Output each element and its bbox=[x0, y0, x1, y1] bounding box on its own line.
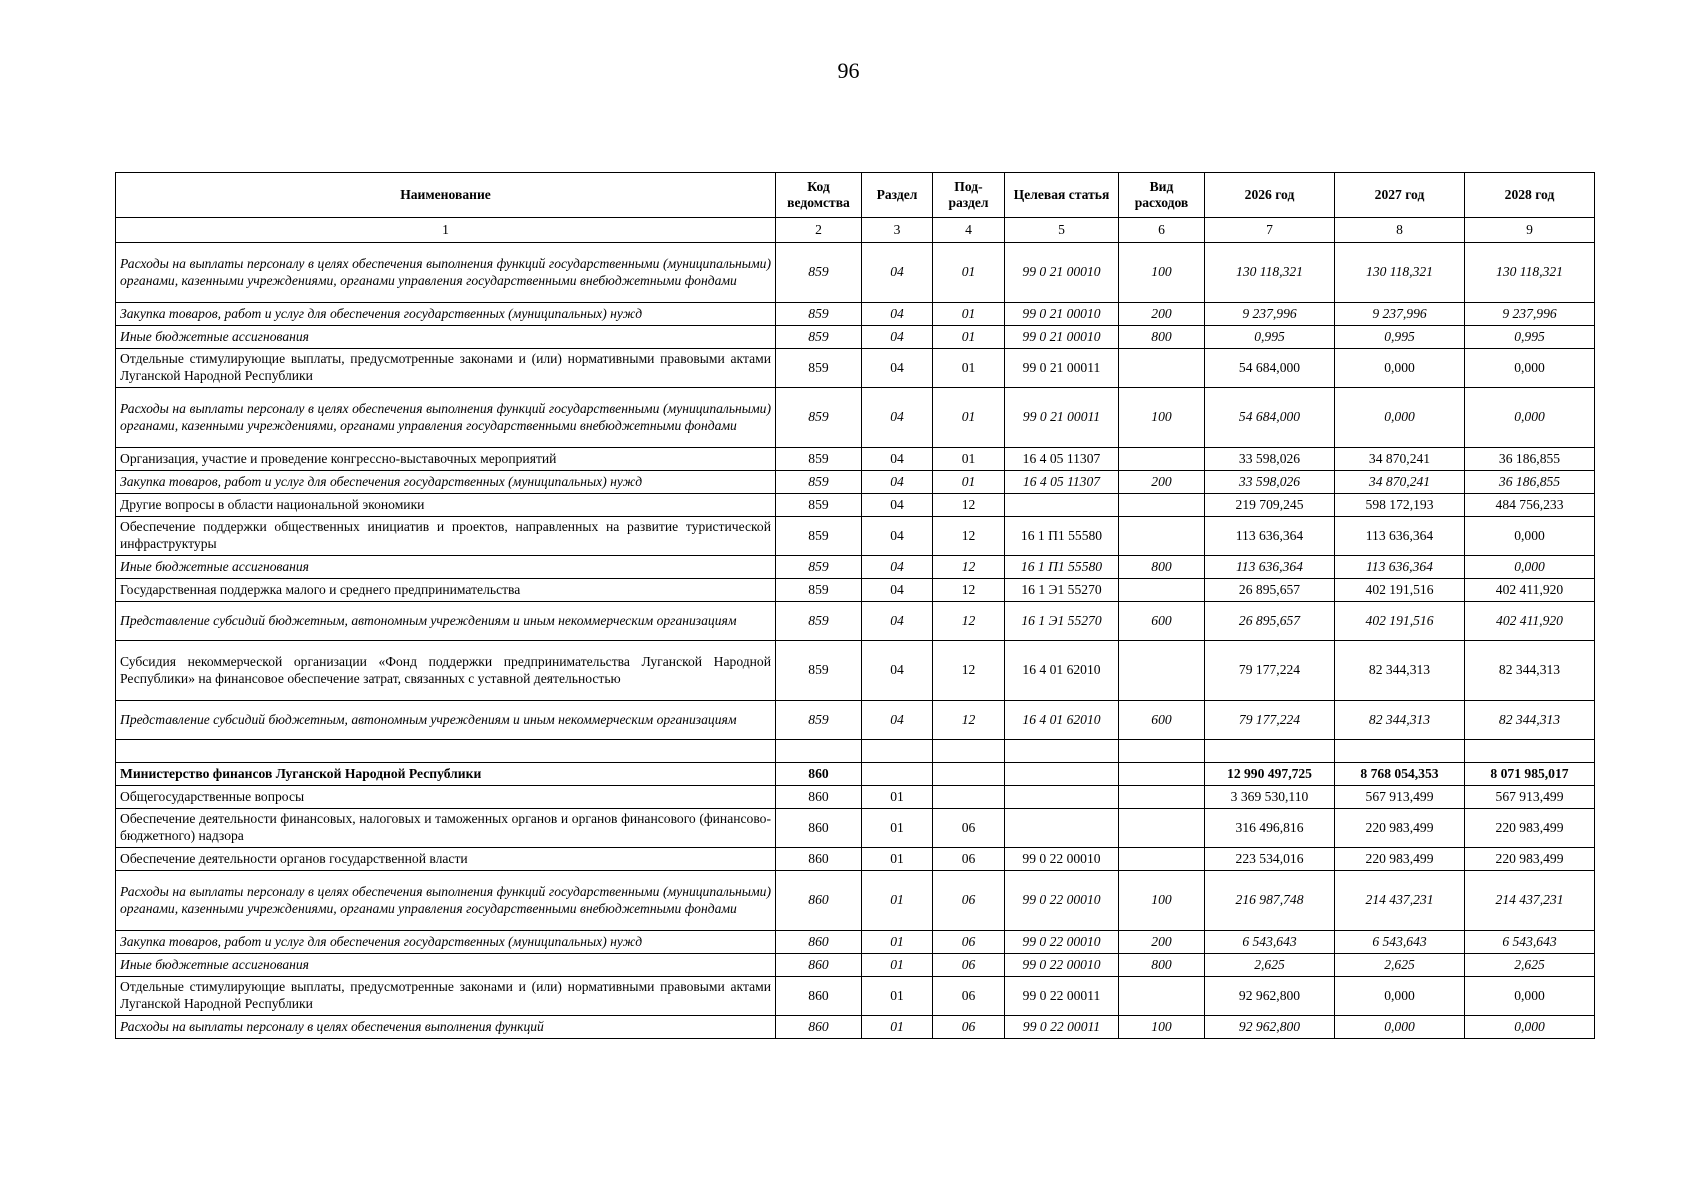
row-value-2028: 484 756,233 bbox=[1465, 494, 1595, 517]
column-number: 3 bbox=[862, 218, 933, 243]
row-value-2028: 9 237,996 bbox=[1465, 303, 1595, 326]
row-name: Отдельные стимулирующие выплаты, предусмотренные законами и (или) нормативными правовыми актами Луганской Народной Республики bbox=[116, 349, 776, 388]
row-subsection: 06 bbox=[933, 931, 1005, 954]
table-row bbox=[116, 848, 1595, 871]
row-subsection: 01 bbox=[933, 326, 1005, 349]
row-expense-type bbox=[1119, 448, 1205, 471]
row-dept-code: 859 bbox=[776, 517, 862, 556]
header-dept-code: Код ведомства bbox=[776, 173, 862, 218]
row-name: Государственная поддержка малого и среднего предпринимательства bbox=[116, 579, 776, 602]
row-value-2027: 0,995 bbox=[1335, 326, 1465, 349]
row-target-article: 99 0 22 00010 bbox=[1005, 871, 1119, 931]
row-value-2028: 8 071 985,017 bbox=[1465, 763, 1595, 786]
row-target-article: 16 1 Э1 55270 bbox=[1005, 602, 1119, 641]
row-name: Отдельные стимулирующие выплаты, предусмотренные законами и (или) нормативными правовыми актами Луганской Народной Республики bbox=[116, 977, 776, 1016]
table-body bbox=[116, 243, 1595, 1039]
row-value-2027: 598 172,193 bbox=[1335, 494, 1465, 517]
row-value-2027: 2,625 bbox=[1335, 954, 1465, 977]
row-subsection: 06 bbox=[933, 848, 1005, 871]
row-expense-type: 100 bbox=[1119, 871, 1205, 931]
row-name: Министерство финансов Луганской Народной Республики bbox=[116, 763, 776, 786]
row-value-2026 bbox=[1205, 740, 1335, 763]
row-value-2026: 2,625 bbox=[1205, 954, 1335, 977]
column-number: 5 bbox=[1005, 218, 1119, 243]
row-section bbox=[862, 763, 933, 786]
row-subsection: 01 bbox=[933, 388, 1005, 448]
row-value-2026: 54 684,000 bbox=[1205, 349, 1335, 388]
row-section: 04 bbox=[862, 326, 933, 349]
row-expense-type bbox=[1119, 786, 1205, 809]
row-value-2026: 54 684,000 bbox=[1205, 388, 1335, 448]
row-subsection: 06 bbox=[933, 954, 1005, 977]
row-target-article: 16 4 05 11307 bbox=[1005, 448, 1119, 471]
row-value-2028: 0,995 bbox=[1465, 326, 1595, 349]
row-dept-code: 859 bbox=[776, 326, 862, 349]
row-value-2027: 0,000 bbox=[1335, 349, 1465, 388]
row-dept-code: 860 bbox=[776, 786, 862, 809]
column-number: 8 bbox=[1335, 218, 1465, 243]
column-number: 9 bbox=[1465, 218, 1595, 243]
row-value-2026: 79 177,224 bbox=[1205, 641, 1335, 701]
row-value-2026: 219 709,245 bbox=[1205, 494, 1335, 517]
row-subsection: 06 bbox=[933, 871, 1005, 931]
row-target-article bbox=[1005, 809, 1119, 848]
row-expense-type bbox=[1119, 809, 1205, 848]
row-target-article: 99 0 21 00011 bbox=[1005, 388, 1119, 448]
row-value-2027 bbox=[1335, 740, 1465, 763]
header-expense-type: Вид расходов bbox=[1119, 173, 1205, 218]
header-subsection: Под-раздел bbox=[933, 173, 1005, 218]
row-value-2028: 36 186,855 bbox=[1465, 471, 1595, 494]
row-value-2026: 33 598,026 bbox=[1205, 471, 1335, 494]
row-value-2027: 567 913,499 bbox=[1335, 786, 1465, 809]
column-number: 7 bbox=[1205, 218, 1335, 243]
row-dept-code: 860 bbox=[776, 871, 862, 931]
row-target-article: 99 0 22 00011 bbox=[1005, 1016, 1119, 1039]
table-row bbox=[116, 303, 1595, 326]
row-target-article: 99 0 21 00010 bbox=[1005, 303, 1119, 326]
table-spacer-row bbox=[116, 740, 1595, 763]
row-value-2028: 402 411,920 bbox=[1465, 602, 1595, 641]
row-dept-code: 860 bbox=[776, 977, 862, 1016]
row-expense-type bbox=[1119, 977, 1205, 1016]
row-subsection: 12 bbox=[933, 602, 1005, 641]
row-section: 04 bbox=[862, 243, 933, 303]
row-subsection: 12 bbox=[933, 641, 1005, 701]
row-dept-code bbox=[776, 740, 862, 763]
row-name: Представление субсидий бюджетным, автономным учреждениям и иным некоммерческим организациям bbox=[116, 602, 776, 641]
row-section: 04 bbox=[862, 556, 933, 579]
row-value-2027: 113 636,364 bbox=[1335, 517, 1465, 556]
table-row bbox=[116, 471, 1595, 494]
table-row bbox=[116, 602, 1595, 641]
row-value-2027: 34 870,241 bbox=[1335, 448, 1465, 471]
row-target-article: 16 1 Э1 55270 bbox=[1005, 579, 1119, 602]
row-name: Обеспечение деятельности финансовых, налоговых и таможенных органов и органов финансового (финансово-бюджетного) надзора bbox=[116, 809, 776, 848]
row-value-2028: 2,625 bbox=[1465, 954, 1595, 977]
row-name: Закупка товаров, работ и услуг для обеспечения государственных (муниципальных) нужд bbox=[116, 303, 776, 326]
row-target-article: 16 1 П1 55580 bbox=[1005, 556, 1119, 579]
row-name: Обеспечение поддержки общественных инициатив и проектов, направленных на развитие туристической инфраструктуры bbox=[116, 517, 776, 556]
row-section: 04 bbox=[862, 471, 933, 494]
row-value-2026: 316 496,816 bbox=[1205, 809, 1335, 848]
row-value-2028: 0,000 bbox=[1465, 977, 1595, 1016]
row-expense-type bbox=[1119, 740, 1205, 763]
row-target-article: 99 0 21 00010 bbox=[1005, 326, 1119, 349]
row-expense-type: 100 bbox=[1119, 243, 1205, 303]
row-target-article: 99 0 21 00010 bbox=[1005, 243, 1119, 303]
row-name: Иные бюджетные ассигнования bbox=[116, 326, 776, 349]
row-target-article: 99 0 21 00011 bbox=[1005, 349, 1119, 388]
row-dept-code: 860 bbox=[776, 931, 862, 954]
row-name: Обеспечение деятельности органов государственной власти bbox=[116, 848, 776, 871]
row-dept-code: 860 bbox=[776, 763, 862, 786]
row-expense-type bbox=[1119, 848, 1205, 871]
row-name: Иные бюджетные ассигнования bbox=[116, 954, 776, 977]
row-section: 01 bbox=[862, 786, 933, 809]
row-expense-type: 800 bbox=[1119, 556, 1205, 579]
row-name: Субсидия некоммерческой организации «Фонд поддержки предпринимательства Луганской Народной Республики» на финансовое обеспечение затрат, связанных с уставной деятельностью bbox=[116, 641, 776, 701]
row-value-2028: 214 437,231 bbox=[1465, 871, 1595, 931]
header-year-2027: 2027 год bbox=[1335, 173, 1465, 218]
row-expense-type bbox=[1119, 517, 1205, 556]
row-value-2026: 216 987,748 bbox=[1205, 871, 1335, 931]
row-section: 04 bbox=[862, 303, 933, 326]
table-row bbox=[116, 954, 1595, 977]
row-section: 04 bbox=[862, 448, 933, 471]
row-target-article: 99 0 22 00010 bbox=[1005, 931, 1119, 954]
row-value-2026: 223 534,016 bbox=[1205, 848, 1335, 871]
row-section: 01 bbox=[862, 871, 933, 931]
row-value-2028: 36 186,855 bbox=[1465, 448, 1595, 471]
row-value-2026: 26 895,657 bbox=[1205, 602, 1335, 641]
row-expense-type: 600 bbox=[1119, 701, 1205, 740]
row-section: 04 bbox=[862, 602, 933, 641]
row-value-2027: 82 344,313 bbox=[1335, 701, 1465, 740]
budget-table bbox=[115, 172, 1595, 1039]
table-row bbox=[116, 871, 1595, 931]
table-row bbox=[116, 326, 1595, 349]
row-value-2028: 220 983,499 bbox=[1465, 848, 1595, 871]
row-name: Закупка товаров, работ и услуг для обеспечения государственных (муниципальных) нужд bbox=[116, 931, 776, 954]
row-value-2028: 0,000 bbox=[1465, 517, 1595, 556]
row-value-2028: 0,000 bbox=[1465, 1016, 1595, 1039]
row-expense-type: 100 bbox=[1119, 388, 1205, 448]
row-value-2027: 220 983,499 bbox=[1335, 848, 1465, 871]
row-subsection: 06 bbox=[933, 977, 1005, 1016]
row-subsection: 12 bbox=[933, 701, 1005, 740]
row-value-2026: 12 990 497,725 bbox=[1205, 763, 1335, 786]
row-subsection: 12 bbox=[933, 494, 1005, 517]
row-dept-code: 860 bbox=[776, 848, 862, 871]
row-subsection: 01 bbox=[933, 243, 1005, 303]
row-target-article bbox=[1005, 763, 1119, 786]
row-subsection: 06 bbox=[933, 809, 1005, 848]
row-value-2027: 0,000 bbox=[1335, 1016, 1465, 1039]
row-section: 01 bbox=[862, 848, 933, 871]
row-dept-code: 859 bbox=[776, 494, 862, 517]
row-value-2028: 220 983,499 bbox=[1465, 809, 1595, 848]
row-value-2028: 567 913,499 bbox=[1465, 786, 1595, 809]
row-name: Закупка товаров, работ и услуг для обеспечения государственных (муниципальных) нужд bbox=[116, 471, 776, 494]
row-value-2028: 6 543,643 bbox=[1465, 931, 1595, 954]
table-row bbox=[116, 1016, 1595, 1039]
row-value-2027: 8 768 054,353 bbox=[1335, 763, 1465, 786]
column-number-row bbox=[116, 218, 1595, 243]
table-row bbox=[116, 388, 1595, 448]
header-year-2026: 2026 год bbox=[1205, 173, 1335, 218]
row-subsection bbox=[933, 763, 1005, 786]
row-dept-code: 859 bbox=[776, 641, 862, 701]
row-expense-type bbox=[1119, 494, 1205, 517]
table-row bbox=[116, 809, 1595, 848]
column-number: 4 bbox=[933, 218, 1005, 243]
row-name: Общегосударственные вопросы bbox=[116, 786, 776, 809]
row-target-article bbox=[1005, 786, 1119, 809]
row-subsection bbox=[933, 740, 1005, 763]
row-subsection: 01 bbox=[933, 448, 1005, 471]
table-row bbox=[116, 517, 1595, 556]
row-dept-code: 860 bbox=[776, 954, 862, 977]
header-year-2028: 2028 год bbox=[1465, 173, 1595, 218]
row-name bbox=[116, 740, 776, 763]
table-row bbox=[116, 494, 1595, 517]
row-value-2026: 79 177,224 bbox=[1205, 701, 1335, 740]
row-section: 04 bbox=[862, 388, 933, 448]
row-dept-code: 859 bbox=[776, 701, 862, 740]
row-target-article: 99 0 22 00010 bbox=[1005, 954, 1119, 977]
table-row bbox=[116, 556, 1595, 579]
row-target-article bbox=[1005, 740, 1119, 763]
row-section: 01 bbox=[862, 977, 933, 1016]
table-row bbox=[116, 701, 1595, 740]
row-subsection: 01 bbox=[933, 303, 1005, 326]
row-target-article: 16 4 01 62010 bbox=[1005, 701, 1119, 740]
row-section: 01 bbox=[862, 1016, 933, 1039]
row-expense-type bbox=[1119, 641, 1205, 701]
header-row bbox=[116, 173, 1595, 218]
page-number: 96 bbox=[837, 58, 860, 83]
row-value-2028: 0,000 bbox=[1465, 388, 1595, 448]
table-row bbox=[116, 931, 1595, 954]
row-expense-type: 200 bbox=[1119, 471, 1205, 494]
row-expense-type: 800 bbox=[1119, 326, 1205, 349]
row-expense-type bbox=[1119, 763, 1205, 786]
row-expense-type bbox=[1119, 579, 1205, 602]
row-value-2027: 402 191,516 bbox=[1335, 602, 1465, 641]
column-number: 6 bbox=[1119, 218, 1205, 243]
row-value-2028 bbox=[1465, 740, 1595, 763]
row-value-2027: 0,000 bbox=[1335, 388, 1465, 448]
row-name: Другие вопросы в области национальной экономики bbox=[116, 494, 776, 517]
row-value-2028: 130 118,321 bbox=[1465, 243, 1595, 303]
row-section: 04 bbox=[862, 641, 933, 701]
row-dept-code: 859 bbox=[776, 303, 862, 326]
table-row bbox=[116, 641, 1595, 701]
row-name: Представление субсидий бюджетным, автономным учреждениям и иным некоммерческим организациям bbox=[116, 701, 776, 740]
row-subsection: 12 bbox=[933, 556, 1005, 579]
row-value-2028: 402 411,920 bbox=[1465, 579, 1595, 602]
row-name: Расходы на выплаты персоналу в целях обеспечения выполнения функций государственными (муниципальными) органами, казенными учреждениями, органами управления государственными внебюджетными фондами bbox=[116, 388, 776, 448]
row-target-article bbox=[1005, 494, 1119, 517]
row-subsection: 12 bbox=[933, 517, 1005, 556]
row-target-article: 16 4 01 62010 bbox=[1005, 641, 1119, 701]
row-subsection bbox=[933, 786, 1005, 809]
row-name: Расходы на выплаты персоналу в целях обеспечения выполнения функций государственными (муниципальными) органами, казенными учреждениями, органами управления государственными внебюджетными фондами bbox=[116, 243, 776, 303]
row-value-2026: 33 598,026 bbox=[1205, 448, 1335, 471]
row-value-2027: 82 344,313 bbox=[1335, 641, 1465, 701]
table-row bbox=[116, 349, 1595, 388]
row-subsection: 12 bbox=[933, 579, 1005, 602]
row-expense-type: 200 bbox=[1119, 931, 1205, 954]
row-name: Организация, участие и проведение конгрессно-выставочных мероприятий bbox=[116, 448, 776, 471]
column-number: 1 bbox=[116, 218, 776, 243]
row-value-2027: 0,000 bbox=[1335, 977, 1465, 1016]
row-value-2026: 113 636,364 bbox=[1205, 517, 1335, 556]
row-dept-code: 859 bbox=[776, 579, 862, 602]
table-row bbox=[116, 243, 1595, 303]
header-section: Раздел bbox=[862, 173, 933, 218]
row-value-2027: 6 543,643 bbox=[1335, 931, 1465, 954]
row-name: Расходы на выплаты персоналу в целях обеспечения выполнения функций государственными (муниципальными) органами, казенными учреждениями, органами управления государственными внебюджетными фондами bbox=[116, 871, 776, 931]
row-subsection: 01 bbox=[933, 471, 1005, 494]
row-section: 04 bbox=[862, 494, 933, 517]
row-value-2026: 3 369 530,110 bbox=[1205, 786, 1335, 809]
row-value-2026: 0,995 bbox=[1205, 326, 1335, 349]
row-value-2027: 113 636,364 bbox=[1335, 556, 1465, 579]
row-value-2028: 82 344,313 bbox=[1465, 701, 1595, 740]
row-name: Иные бюджетные ассигнования bbox=[116, 556, 776, 579]
table-row bbox=[116, 977, 1595, 1016]
row-subsection: 01 bbox=[933, 349, 1005, 388]
row-dept-code: 859 bbox=[776, 349, 862, 388]
row-dept-code: 859 bbox=[776, 388, 862, 448]
row-target-article: 16 1 П1 55580 bbox=[1005, 517, 1119, 556]
table-row bbox=[116, 579, 1595, 602]
row-section: 01 bbox=[862, 809, 933, 848]
row-dept-code: 859 bbox=[776, 243, 862, 303]
row-value-2027: 130 118,321 bbox=[1335, 243, 1465, 303]
row-dept-code: 860 bbox=[776, 1016, 862, 1039]
row-value-2027: 214 437,231 bbox=[1335, 871, 1465, 931]
row-section: 04 bbox=[862, 701, 933, 740]
row-expense-type bbox=[1119, 349, 1205, 388]
row-value-2027: 220 983,499 bbox=[1335, 809, 1465, 848]
row-dept-code: 859 bbox=[776, 602, 862, 641]
row-value-2027: 34 870,241 bbox=[1335, 471, 1465, 494]
row-section: 04 bbox=[862, 517, 933, 556]
row-section bbox=[862, 740, 933, 763]
column-number: 2 bbox=[776, 218, 862, 243]
row-section: 01 bbox=[862, 931, 933, 954]
row-subsection: 06 bbox=[933, 1016, 1005, 1039]
table-row bbox=[116, 763, 1595, 786]
row-value-2028: 82 344,313 bbox=[1465, 641, 1595, 701]
header-name: Наименование bbox=[116, 173, 776, 218]
row-value-2026: 92 962,800 bbox=[1205, 1016, 1335, 1039]
row-expense-type: 800 bbox=[1119, 954, 1205, 977]
row-section: 04 bbox=[862, 349, 933, 388]
row-value-2028: 0,000 bbox=[1465, 349, 1595, 388]
table-row bbox=[116, 786, 1595, 809]
row-expense-type: 200 bbox=[1119, 303, 1205, 326]
row-value-2026: 26 895,657 bbox=[1205, 579, 1335, 602]
row-expense-type: 100 bbox=[1119, 1016, 1205, 1039]
row-target-article: 99 0 22 00010 bbox=[1005, 848, 1119, 871]
row-target-article: 99 0 22 00011 bbox=[1005, 977, 1119, 1016]
row-target-article: 16 4 05 11307 bbox=[1005, 471, 1119, 494]
row-dept-code: 860 bbox=[776, 809, 862, 848]
row-value-2026: 130 118,321 bbox=[1205, 243, 1335, 303]
row-section: 01 bbox=[862, 954, 933, 977]
row-dept-code: 859 bbox=[776, 448, 862, 471]
row-dept-code: 859 bbox=[776, 556, 862, 579]
row-name: Расходы на выплаты персоналу в целях обеспечения выполнения функций bbox=[116, 1016, 776, 1039]
row-value-2026: 113 636,364 bbox=[1205, 556, 1335, 579]
row-expense-type: 600 bbox=[1119, 602, 1205, 641]
row-value-2027: 402 191,516 bbox=[1335, 579, 1465, 602]
row-value-2026: 6 543,643 bbox=[1205, 931, 1335, 954]
row-value-2027: 9 237,996 bbox=[1335, 303, 1465, 326]
row-value-2026: 9 237,996 bbox=[1205, 303, 1335, 326]
row-dept-code: 859 bbox=[776, 471, 862, 494]
table-row bbox=[116, 448, 1595, 471]
row-value-2026: 92 962,800 bbox=[1205, 977, 1335, 1016]
row-value-2028: 0,000 bbox=[1465, 556, 1595, 579]
header-target-article: Целевая статья bbox=[1005, 173, 1119, 218]
row-section: 04 bbox=[862, 579, 933, 602]
